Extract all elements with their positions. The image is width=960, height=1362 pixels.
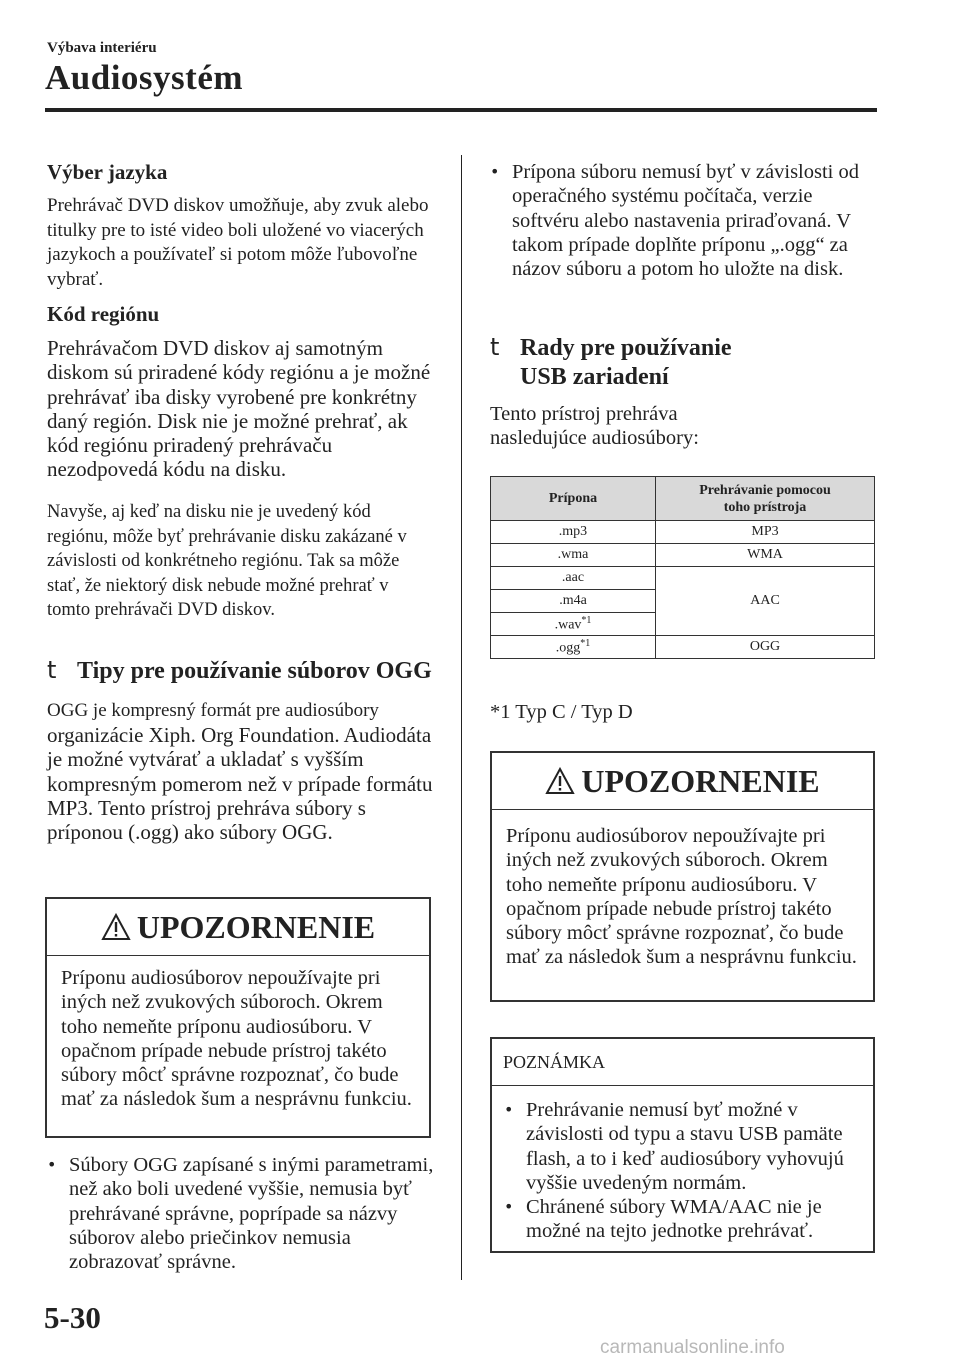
formats-table	[490, 476, 875, 659]
note-item-text: Prehrávanie nemusí byť možné v závislosti od typu a stavu USB pamäte flash, a to i keď audiosúbory vyhovujú vyššie uvedeným normám.	[526, 1099, 844, 1194]
section-marker: t	[47, 656, 57, 684]
column-divider	[461, 155, 462, 1280]
table-cell-extension: .m4a	[559, 593, 587, 608]
table-header-extension: Prípona	[491, 477, 656, 521]
language-text: Prehrávač DVD diskov umožňuje, aby zvuk alebo titulky pre to isté video boli uložené vo viacerých jazykoch a používateľ si potom môže ľubovoľne vybrať.	[47, 195, 429, 290]
usb-heading-line-1: Rady pre používanie	[520, 335, 732, 361]
language-heading: Výber jazyka	[47, 160, 168, 184]
bullet-text: Súbory OGG zapísané s inými parametrami, než ako boli uvedené vyššie, nemusia byť prehrávané správne, poprípade sa názvy súborov alebo priečinkov nemusia zobrazovať správne.	[69, 1154, 434, 1274]
ogg-text: organizácie Xiph. Org Foundation. Audiodáta je možné vytvárať a ukladať s vyšším kompresným pomerom než v prípade formátu MP3. Tento prístroj prehráva súbory s príponou (.ogg) ako súbory OGG.	[47, 723, 433, 845]
ogg-heading	[47, 656, 447, 686]
bullet-dot: •	[47, 1155, 57, 1174]
caution-header	[47, 899, 429, 956]
table-cell-extension: .aac	[561, 570, 585, 585]
table-header-playback-line-1: Prehrávanie pomocou	[699, 482, 831, 498]
table-cell-playback: WMA	[656, 544, 875, 567]
caution-title: UPOZORNENIE	[581, 762, 820, 799]
usb-heading	[490, 333, 880, 392]
table-row	[491, 544, 875, 567]
table-row	[491, 636, 875, 659]
table-cell-extension: .wma	[557, 547, 589, 562]
table-cell-playback: MP3	[656, 521, 875, 544]
caution-text: Príponu audiosúborov nepoužívajte pri iných než zvukových súboroch. Okrem toho nemeňte príponu audiosúboru. V opačnom prípade nebude prístroj takéto súbory môcť správne rozpoznať, čo bude mať za následok šum a nesprávnu funkciu.	[61, 967, 412, 1111]
note-list	[492, 1086, 873, 1256]
list-item	[47, 1153, 439, 1274]
table-row	[491, 521, 875, 544]
warning-triangle-icon	[545, 767, 575, 795]
table-cell-playback: OGG	[656, 636, 875, 659]
footnote-ref: *1	[580, 637, 591, 649]
caution-box-right	[490, 751, 875, 1002]
list-item	[490, 160, 882, 281]
region-note: Navyše, aj keď na disku nie je uvedený kód regiónu, môže byť prehrávanie disku zakázané v závislosti od konkrétneho regiónu. Tak sa môže stať, že niektorý disk nebude možné prehrať v tomto prehrávači DVD diskov.	[47, 502, 407, 620]
ogg-text-intro: OGG je kompresný formát pre audiosúbory	[47, 700, 379, 721]
note-title: POZNÁMKA	[492, 1039, 873, 1086]
watermark: carmanualsonline.info	[600, 1337, 785, 1358]
title-rule	[45, 108, 877, 112]
usb-text: Tento prístroj prehráva nasledujúce audiosúbory:	[490, 403, 699, 450]
usb-heading-line-2: USB zariadení	[520, 364, 669, 390]
table-header-playback	[656, 477, 875, 521]
ogg-heading-text: Tipy pre používanie súborov OGG	[77, 658, 432, 684]
footnote: *1 Typ C / Typ D	[490, 701, 633, 723]
table-cell-extension: .mp3	[558, 524, 588, 539]
warning-triangle-icon	[101, 913, 131, 941]
page-number: 5-30	[44, 1300, 101, 1335]
caution-header	[492, 753, 873, 810]
list-item	[504, 1195, 861, 1244]
section-marker: t	[490, 333, 500, 361]
page-title: Audiosystém	[45, 58, 244, 97]
table-cell-extension: .ogg	[555, 640, 581, 656]
table-cell-playback: AAC	[656, 567, 875, 636]
table-cell-extension: .wav	[554, 617, 582, 633]
bullet-dot: •	[504, 1100, 514, 1119]
region-heading: Kód regiónu	[47, 302, 160, 326]
bullet-dot: •	[504, 1197, 514, 1217]
table-header-playback-line-2: toho prístroja	[723, 499, 807, 515]
bullet-dot: •	[490, 162, 500, 181]
caution-text: Príponu audiosúborov nepoužívajte pri iných než zvukových súboroch. Okrem toho nemeňte príponu audiosúboru. V opačnom prípade nebude prístroj takéto súbory môcť správne rozpoznať, čo bude mať za následok šum a nesprávnu funkciu.	[506, 825, 857, 969]
section-label: Výbava interiéru	[47, 40, 157, 56]
list-item	[504, 1098, 861, 1195]
table-row	[491, 567, 875, 590]
note-box	[490, 1037, 875, 1253]
region-text: Prehrávačom DVD diskov aj samotným diskom sú priradené kódy regiónu a je možné prehrávať iba disky vyrobené pre konkrétny daný región. Disk nie je možné prehrať, ak kód regiónu priradený prehrávaču nezodpovedá kódu na disku.	[47, 336, 431, 482]
footnote-ref: *1	[581, 614, 592, 626]
caution-box-left	[45, 897, 431, 1138]
bullet-text: Prípona súboru nemusí byť v závislosti od operačného systému počítača, verzie softvéru alebo nastavenia priraďovaná. V takom prípade doplňte príponu „.ogg“ za názov súboru a potom ho uložte na disk.	[512, 161, 859, 281]
caution-title: UPOZORNENIE	[136, 908, 376, 945]
note-item-text: Chránené súbory WMA/AAC nie je možné na tejto jednotke prehrávať.	[526, 1196, 822, 1243]
